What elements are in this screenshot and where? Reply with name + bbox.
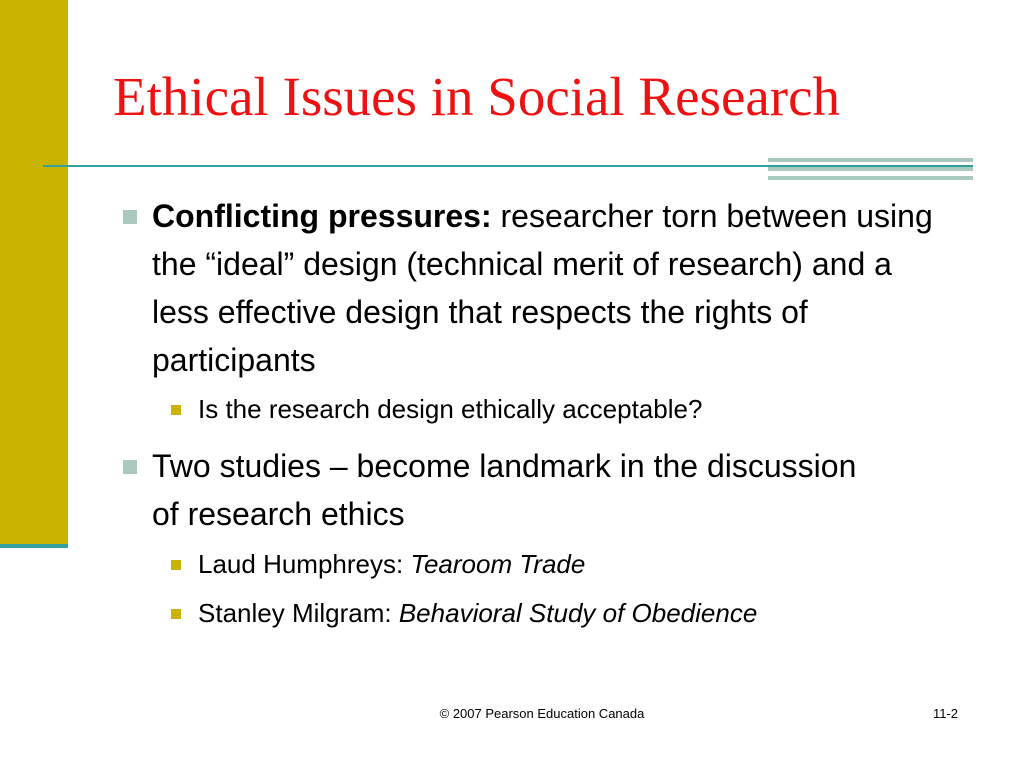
author-name: Laud Humphreys: bbox=[198, 549, 411, 579]
square-bullet-icon bbox=[171, 609, 181, 619]
sub-bullet-milgram bbox=[171, 596, 757, 630]
sub-bullet-ethically-acceptable bbox=[171, 392, 702, 426]
title-divider-stripes bbox=[768, 158, 973, 180]
bullet-body: researcher torn between using the “ideal” design (technical merit of research) and a less effective design that respects the rights of participants bbox=[152, 198, 933, 378]
study-title: Behavioral Study of Obedience bbox=[398, 598, 758, 628]
square-bullet-icon bbox=[171, 405, 181, 415]
sub-bullet-humphreys bbox=[171, 547, 585, 581]
author-name: Stanley Milgram: bbox=[198, 598, 399, 628]
side-accent-rule bbox=[0, 544, 68, 548]
bullet-text bbox=[152, 192, 952, 384]
square-bullet-icon bbox=[123, 460, 137, 474]
study-title: Tearoom Trade bbox=[410, 549, 586, 579]
sub-bullet-text bbox=[198, 549, 585, 579]
sub-bullet-text: Is the research design ethically acceptable? bbox=[198, 394, 703, 424]
bullet-text: Two studies – become landmark in the discussion of research ethics bbox=[152, 448, 857, 532]
bullet-two-studies bbox=[123, 442, 872, 538]
slide-number: 11-2 bbox=[932, 706, 958, 721]
slide-title: Ethical Issues in Social Research bbox=[113, 66, 841, 127]
side-accent-bar bbox=[0, 0, 68, 545]
sub-bullet-text bbox=[198, 598, 757, 628]
footer-copyright: © 2007 Pearson Education Canada bbox=[439, 706, 645, 721]
square-bullet-icon bbox=[171, 560, 181, 570]
bullet-bold-term: Conflicting pressures: bbox=[152, 198, 492, 234]
square-bullet-icon bbox=[123, 210, 137, 224]
bullet-conflicting-pressures bbox=[123, 192, 952, 384]
